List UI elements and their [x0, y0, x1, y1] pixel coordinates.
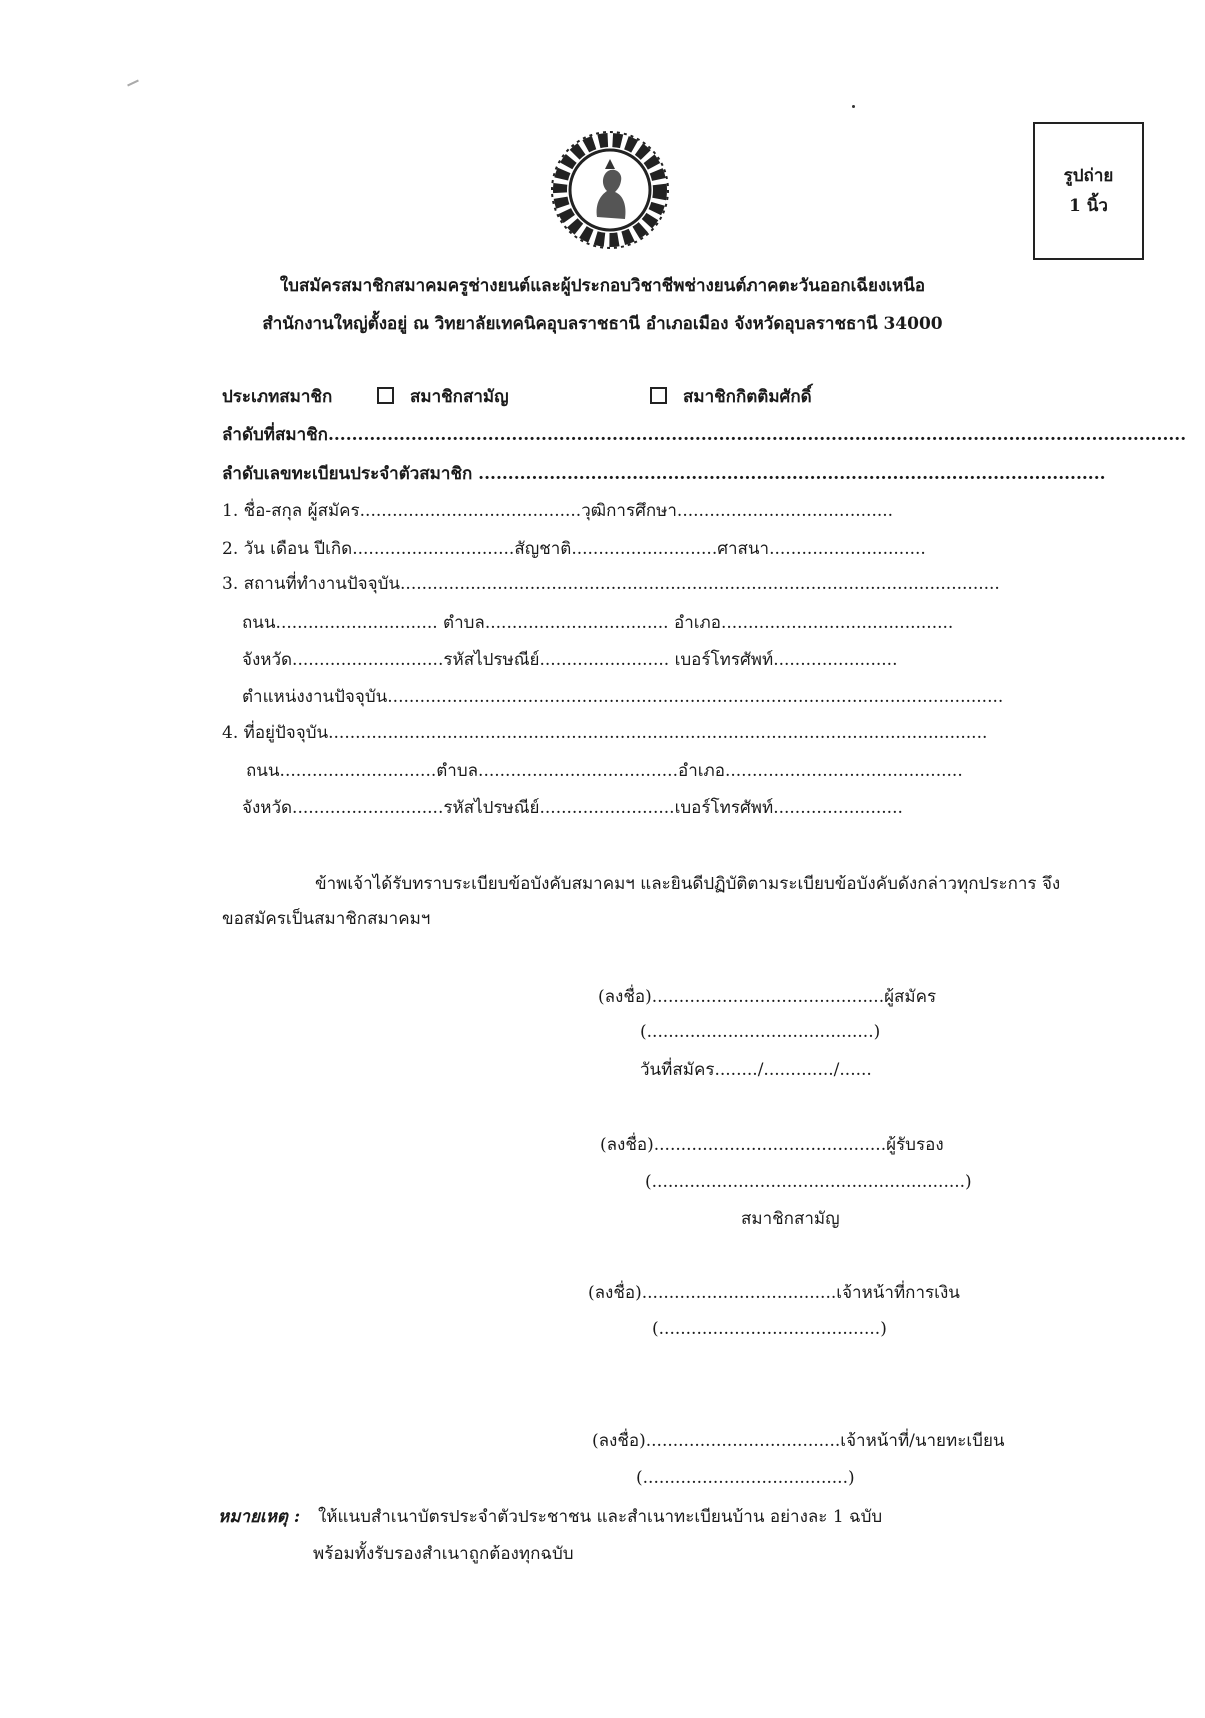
- workplace-province-field[interactable]: จังหวัด............................รหัสไปรษณีย์........................ เบอร์โทรศัพท์.......................: [242, 650, 898, 670]
- association-seal-logo: [545, 125, 675, 255]
- address-road-field[interactable]: ถนน.............................ตำบล.....................................อำเภอ............................................: [246, 761, 963, 781]
- registrar-name-field[interactable]: (......................................): [636, 1468, 855, 1488]
- scan-speck: [852, 105, 855, 108]
- finance-officer-name-field[interactable]: (.........................................): [652, 1319, 887, 1339]
- birth-date-field[interactable]: 2. วัน เดือน ปีเกิด..............................สัญชาติ...........................ศาสนา.............................: [222, 539, 926, 559]
- photo-placeholder-box: [1033, 122, 1144, 260]
- address-province-field[interactable]: จังหวัด............................รหัสไปรษณีย์.........................เบอร์โทรศัพท์........................: [242, 798, 903, 818]
- honorary-member-label: สมาชิกกิตติมศักดิ์: [683, 387, 812, 407]
- finance-officer-signature-field[interactable]: (ลงชื่อ)....................................เจ้าหน้าที่การเงิน: [588, 1283, 960, 1303]
- photo-label: รูปถ่าย: [1063, 166, 1114, 186]
- note-line2: พร้อมทั้งรับรองสำเนาถูกต้องทุกฉบับ: [313, 1544, 574, 1564]
- note-line1: ให้แนบสำเนาบัตรประจำตัวประชาชน และสำเนาทะเบียนบ้าน อย่างละ 1 ฉบับ: [318, 1507, 883, 1527]
- member-type-label: ประเภทสมาชิก: [222, 387, 333, 407]
- declaration-line2: ขอสมัครเป็นสมาชิกสมาคมฯ: [222, 909, 431, 929]
- applicant-name-field[interactable]: 1. ชื่อ-สกุล ผู้สมัคร.........................................วุฒิการศึกษา........................................: [222, 501, 894, 521]
- note-label: หมายเหตุ :: [218, 1507, 301, 1527]
- guarantor-printed-name-field[interactable]: (..........................................................): [645, 1172, 972, 1192]
- registration-no-field[interactable]: ลำดับเลขทะเบียนประจำตัวสมาชิก ..........................................................................................................: [222, 464, 1106, 484]
- form-title: ใบสมัครสมาชิกสมาคมครูช่างยนต์และผู้ประกอบวิชาชีพช่างยนต์ภาคตะวันออกเฉียงเหนือ: [279, 276, 926, 296]
- member-no-field[interactable]: ลำดับที่สมาชิก.................................................................................................................................................: [222, 425, 1187, 445]
- applicant-signature-field[interactable]: (ลงชื่อ)...........................................ผู้สมัคร: [598, 987, 937, 1007]
- workplace-road-field[interactable]: ถนน.............................. ตำบล.................................. อำเภอ...........................................: [242, 613, 954, 633]
- honorary-member-checkbox[interactable]: [650, 387, 667, 404]
- form-address: สำนักงานใหญ่ตั้งอยู่ ณ วิทยาลัยเทคนิคอุบลราชธานี อำเภอเมือง จังหวัดอุบลราชธานี 34000: [262, 314, 943, 334]
- registrar-signature-field[interactable]: (ลงชื่อ)....................................เจ้าหน้าที่/นายทะเบียน: [592, 1431, 1005, 1451]
- declaration-line1: ข้าพเจ้าได้รับทราบระเบียบข้อบังคับสมาคมฯ และยินดีปฏิบัติตามระเบียบข้อบังคับดังกล่าวทุกประการ จึง: [315, 874, 1061, 894]
- ordinary-member-checkbox[interactable]: [377, 387, 394, 404]
- address-field[interactable]: 4. ที่อยู่ปัจจุบัน..........................................................................................................................: [222, 723, 988, 743]
- scan-mark: [127, 80, 139, 87]
- guarantor-member-type: สมาชิกสามัญ: [741, 1209, 840, 1229]
- photo-size: 1 นิ้ว: [1069, 196, 1108, 216]
- guarantor-signature-field[interactable]: (ลงชื่อ)...........................................ผู้รับรอง: [600, 1135, 944, 1155]
- workplace-field[interactable]: 3. สถานที่ทำงานปัจจุบัน...............................................................................................................: [222, 574, 1000, 594]
- applicant-printed-name-field[interactable]: (..........................................): [640, 1022, 881, 1042]
- ordinary-member-label: สมาชิกสามัญ: [410, 387, 509, 407]
- apply-date-field[interactable]: วันที่สมัคร......../............./......: [640, 1060, 872, 1080]
- position-field[interactable]: ตำแหน่งงานปัจจุบัน..................................................................................................................: [242, 687, 1004, 707]
